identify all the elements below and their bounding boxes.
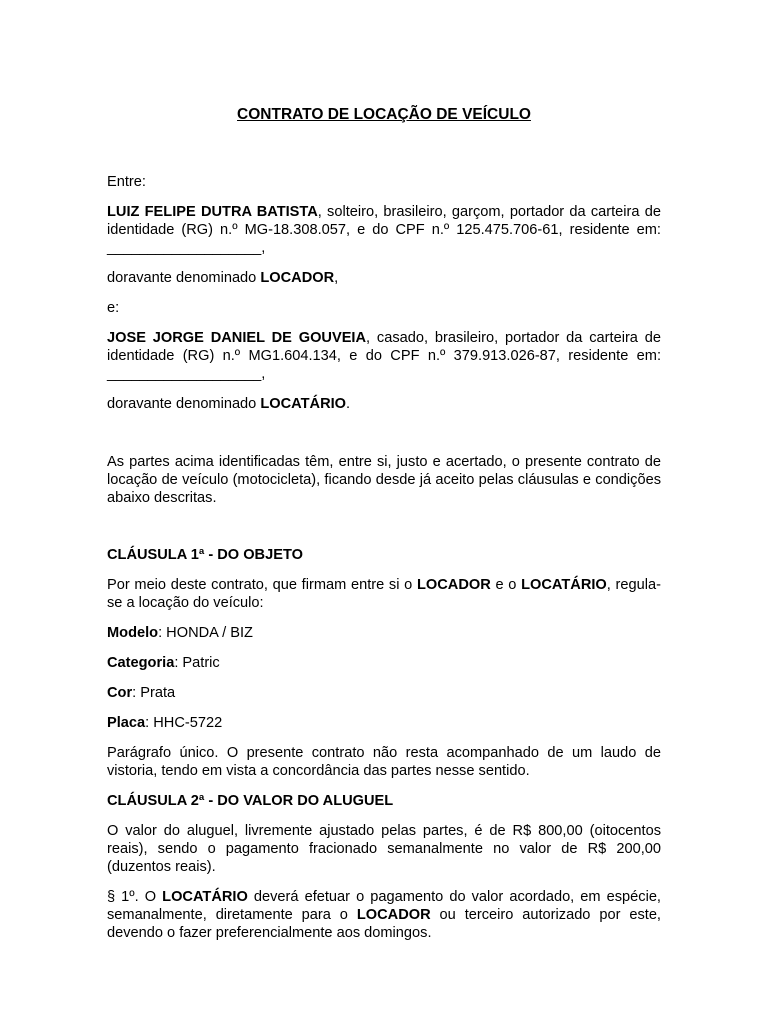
vehicle-field-value: : Patric [174,655,220,671]
locador-name: LUIZ FELIPE DUTRA BATISTA [107,204,318,220]
clause-1-text-a: Por meio deste contrato, que firmam entre si o [107,577,417,593]
locatario-qualification [107,329,661,383]
clause-1-text-c: , regula-se a locação do veículo: [107,577,661,611]
clause-2-section-1-c: ou terceiro autorizado por este, devendo o fazer preferencialmente aos domingos. [107,907,661,941]
clause-2-text: O valor do aluguel, livremente ajustado pelas partes, é de R$ 800,00 (oitocentos reais), sendo o pagamento fracionado semanalmente no valor de R$ 200,00 (duzentos reais). [107,823,661,875]
clause-2-section-1 [107,888,661,942]
vehicle-field-value: : HONDA / BIZ [158,625,253,641]
vehicle-field-label: Placa [107,715,146,731]
locatario-designation-suffix: . [346,396,351,412]
intro-text: Entre: [107,174,146,190]
locatario-details: , casado, brasileiro, portador da carteira de identidade (RG) n.º MG1.604.134, e do CPF n.º 379.913.026-87, residente em: ___________________, [107,330,661,382]
clause-1-text-b: e o [490,577,522,593]
clause-1-heading: CLÁUSULA 1ª - DO OBJETO [107,547,303,563]
clause-1-paragraph: Parágrafo único. O presente contrato não resta acompanhado de um laudo de vistoria, tendo em vista a concordância das partes nesse sentido. [107,745,661,779]
locador-details: , solteiro, brasileiro, garçom, portador da carteira de identidade (RG) n.º MG-18.308.057, e do CPF n.º 125.475.706-61, residente em: ___________________, [107,204,661,256]
clause-2-section-1-role-b: LOCADOR [356,907,431,923]
locatario-designation-prefix: doravante denominado [107,396,261,412]
locatario-role: LOCATÁRIO [260,396,347,412]
vehicle-field-category [107,654,661,672]
clause-1-role-a: LOCADOR [417,577,491,593]
document-title: CONTRATO DE LOCAÇÃO DE VEÍCULO [237,106,531,123]
locador-designation [107,269,661,287]
locador-designation-prefix: doravante denominado [107,270,261,286]
clause-1-role-b: LOCATÁRIO [521,577,607,593]
clause-2-section-1-a: § 1º. O [107,889,163,905]
clause-1-text [107,576,661,612]
vehicle-field-plate [107,714,661,732]
connector-text: e: [107,300,120,316]
document-page [107,105,661,954]
locador-role: LOCADOR [260,270,335,286]
vehicle-field-model [107,624,661,642]
vehicle-field-color [107,684,661,702]
clause-2-section-1-b: deverá efetuar o pagamento do valor acordado, em espécie, semanalmente, diretamente para o [107,889,661,923]
locador-qualification [107,203,661,257]
clause-2-heading: CLÁUSULA 2ª - DO VALOR DO ALUGUEL [107,793,394,809]
locatario-name: JOSE JORGE DANIEL DE GOUVEIA [107,330,367,346]
vehicle-field-label: Cor [107,685,133,701]
vehicle-field-label: Categoria [107,655,175,671]
vehicle-field-value: : HHC-5722 [145,715,223,731]
vehicle-field-label: Modelo [107,625,159,641]
vehicle-field-value: : Prata [132,685,176,701]
locatario-designation [107,395,661,413]
agreement-text: As partes acima identificadas têm, entre si, justo e acertado, o presente contrato de locação de veículo (motocicleta), ficando desde já aceito pelas cláusulas e condições abaixo descritas. [107,454,661,506]
locador-designation-suffix: , [334,270,339,286]
clause-2-section-1-role-a: LOCATÁRIO [162,889,248,905]
